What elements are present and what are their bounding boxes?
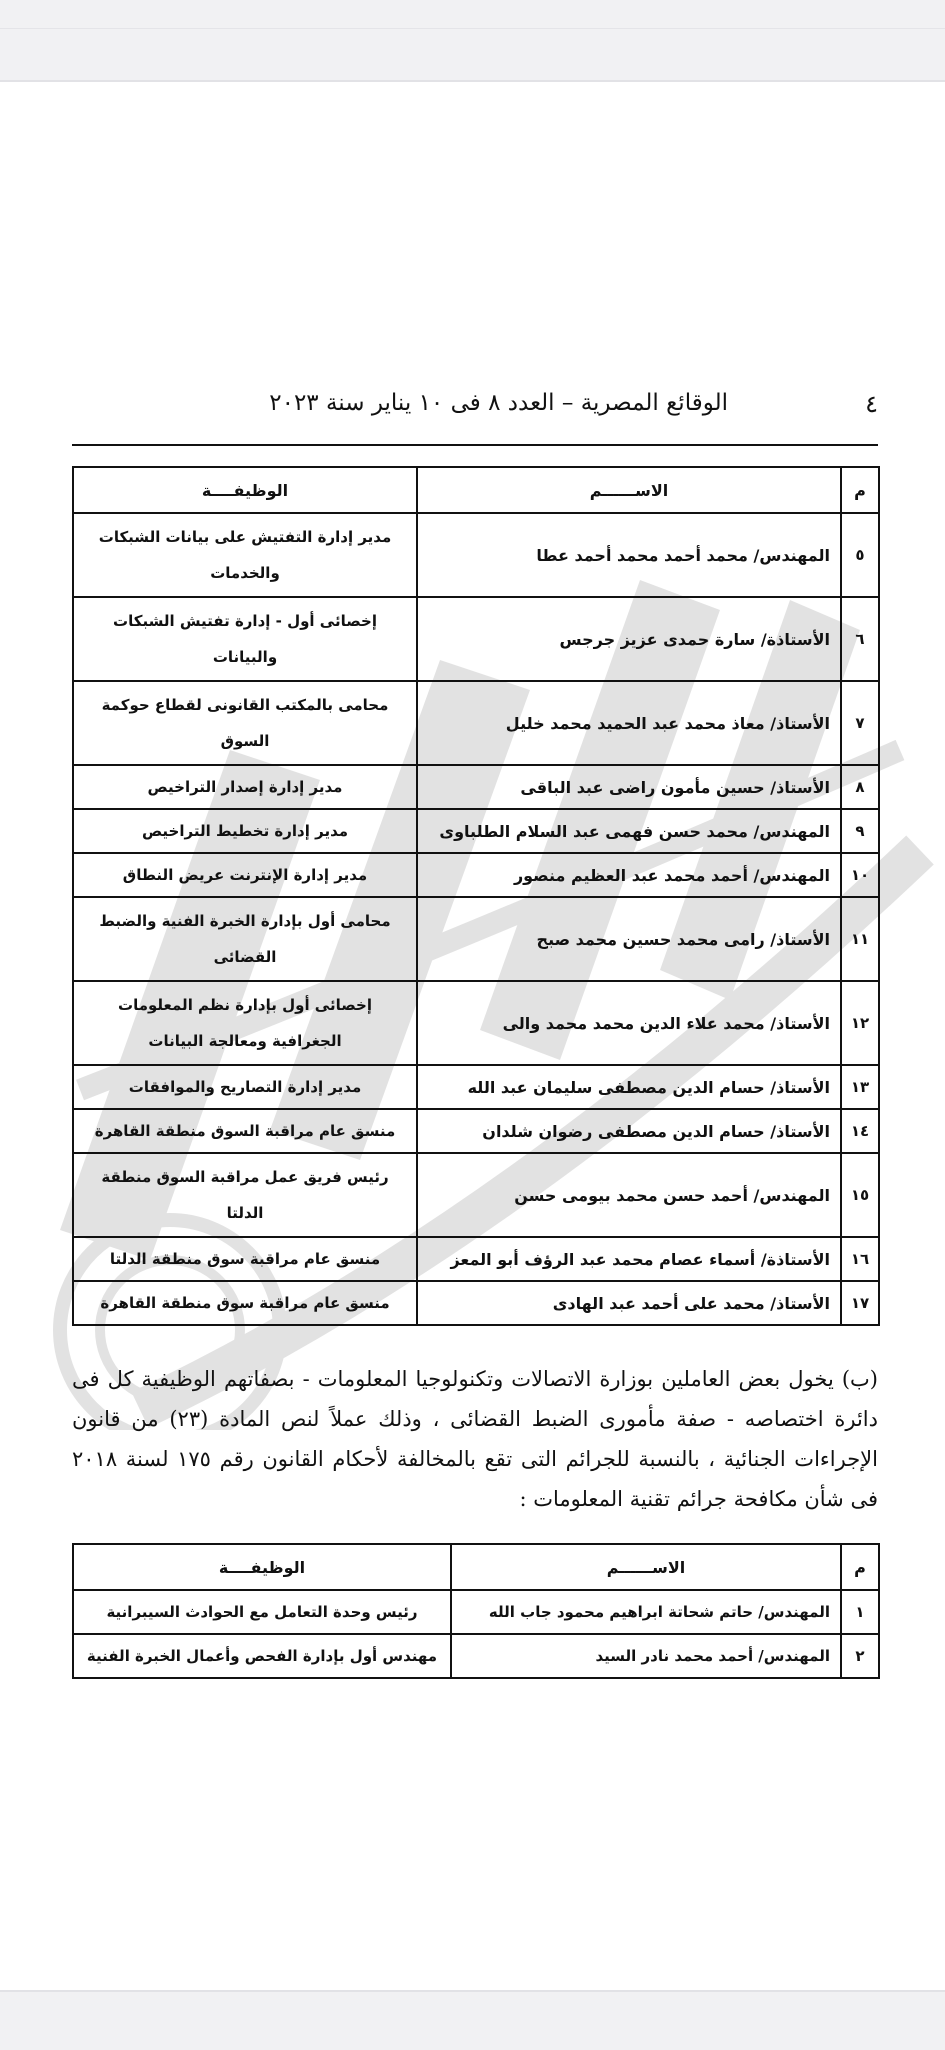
page-header [72, 380, 878, 446]
column-header-name: الاســــــم [451, 1544, 841, 1590]
row-name: المهندس/ محمد حسن فهمى عبد السلام الطلباوى [417, 809, 841, 853]
row-number: ٧ [841, 681, 879, 765]
row-name: الأستاذ/ محمد على أحمد عبد الهادى [417, 1281, 841, 1325]
column-header-number: م [841, 467, 879, 513]
viewer-top-bar-divider [0, 28, 945, 29]
viewer-bottom-bar [0, 1990, 945, 2050]
row-job: رئيس وحدة التعامل مع الحوادث السيبرانية [73, 1590, 451, 1634]
row-name: الأستاذ/ حسين مأمون راضى عبد الباقى [417, 765, 841, 809]
row-name: الأستاذة/ أسماء عصام محمد عبد الرؤف أبو المعز [417, 1237, 841, 1281]
row-name: الأستاذ/ حسام الدين مصطفى سليمان عبد الله [417, 1065, 841, 1109]
row-name: الأستاذ/ معاذ محمد عبد الحميد محمد خليل [417, 681, 841, 765]
viewer-top-bar [0, 0, 945, 82]
row-job: مهندس أول بإدارة الفحص وأعمال الخبرة الفنية [73, 1634, 451, 1678]
column-header-number: م [841, 1544, 879, 1590]
row-number: ٢ [841, 1634, 879, 1678]
table-row [73, 1590, 879, 1634]
row-job: إخصائى أول - إدارة تفتيش الشبكات والبيانات [73, 597, 417, 681]
row-number: ٩ [841, 809, 879, 853]
table-header-row [73, 1544, 879, 1590]
table-row [73, 1065, 879, 1109]
table-row [73, 1281, 879, 1325]
row-job: مدير إدارة تخطيط التراخيص [73, 809, 417, 853]
column-header-job: الوظيفــــة [73, 467, 417, 513]
officers-table [72, 1543, 880, 1679]
header-rule [72, 444, 878, 446]
row-number: ١٤ [841, 1109, 879, 1153]
officials-table [72, 466, 880, 1326]
row-job: مدير إدارة إصدار التراخيص [73, 765, 417, 809]
row-number: ٨ [841, 765, 879, 809]
row-job: منسق عام مراقبة السوق منطقة القاهرة [73, 1109, 417, 1153]
row-number: ١٠ [841, 853, 879, 897]
row-name: المهندس/ أحمد محمد عبد العظيم منصور [417, 853, 841, 897]
table-row [73, 1634, 879, 1678]
table-header-row [73, 467, 879, 513]
table-row [73, 981, 879, 1065]
table-row [73, 897, 879, 981]
row-name: المهندس/ أحمد محمد نادر السيد [451, 1634, 841, 1678]
row-job: منسق عام مراقبة سوق منطقة القاهرة [73, 1281, 417, 1325]
row-job: منسق عام مراقبة سوق منطقة الدلتا [73, 1237, 417, 1281]
row-number: ١ [841, 1590, 879, 1634]
table-row [73, 513, 879, 597]
clause-b-paragraph: (ب) يخول بعض العاملين بوزارة الاتصالات وتكنولوجيا المعلومات - بصفاتهم الوظيفية كل فى دائرة اختصاصه - صفة مأمورى الضبط القضائى ، وذلك عملاً لنص المادة (٢٣) من قانون الإجراءات الجنائية ، بالنسبة للجرائم التى تقع بالمخالفة لأحكام القانون رقم ١٧٥ لسنة ٢٠١٨ فى شأن مكافحة جرائم تقنية المعلومات : [72, 1367, 878, 1511]
row-name: المهندس/ محمد أحمد محمد أحمد عطا [417, 513, 841, 597]
table-row [73, 681, 879, 765]
table-row [73, 809, 879, 853]
row-number: ٥ [841, 513, 879, 597]
row-name: الأستاذة/ سارة حمدى عزيز جرجس [417, 597, 841, 681]
page-number: ٤ [865, 390, 878, 418]
table-row [73, 765, 879, 809]
table-row [73, 597, 879, 681]
table-row [73, 1153, 879, 1237]
row-job: محامى بالمكتب القانونى لقطاع حوكمة السوق [73, 681, 417, 765]
row-number: ١٢ [841, 981, 879, 1065]
row-name: الأستاذ/ محمد علاء الدين محمد محمد والى [417, 981, 841, 1065]
row-number: ١٥ [841, 1153, 879, 1237]
column-header-name: الاســــــم [417, 467, 841, 513]
row-job: مدير إدارة التفتيش على بيانات الشبكات والخدمات [73, 513, 417, 597]
row-name: المهندس/ أحمد حسن محمد بيومى حسن [417, 1153, 841, 1237]
row-job: إخصائى أول بإدارة نظم المعلومات الجغرافية ومعالجة البيانات [73, 981, 417, 1065]
gazette-header-title: الوقائع المصرية – العدد ٨ فى ١٠ يناير سنة ٢٠٢٣ [269, 390, 728, 416]
row-number: ١٦ [841, 1237, 879, 1281]
row-job: مدير إدارة الإنترنت عريض النطاق [73, 853, 417, 897]
table-row [73, 1237, 879, 1281]
column-header-job: الوظيفــــة [73, 1544, 451, 1590]
table-row [73, 853, 879, 897]
row-name: الأستاذ/ حسام الدين مصطفى رضوان شلدان [417, 1109, 841, 1153]
row-number: ٦ [841, 597, 879, 681]
row-name: المهندس/ حاتم شحاتة ابراهيم محمود جاب الله [451, 1590, 841, 1634]
row-number: ١٣ [841, 1065, 879, 1109]
row-number: ١١ [841, 897, 879, 981]
row-job: رئيس فريق عمل مراقبة السوق منطقة الدلتا [73, 1153, 417, 1237]
row-name: الأستاذ/ رامى محمد حسين محمد صبح [417, 897, 841, 981]
table-row [73, 1109, 879, 1153]
row-job: محامى أول بإدارة الخبرة الفنية والضبط القضائى [73, 897, 417, 981]
row-number: ١٧ [841, 1281, 879, 1325]
row-job: مدير إدارة التصاريح والموافقات [73, 1065, 417, 1109]
